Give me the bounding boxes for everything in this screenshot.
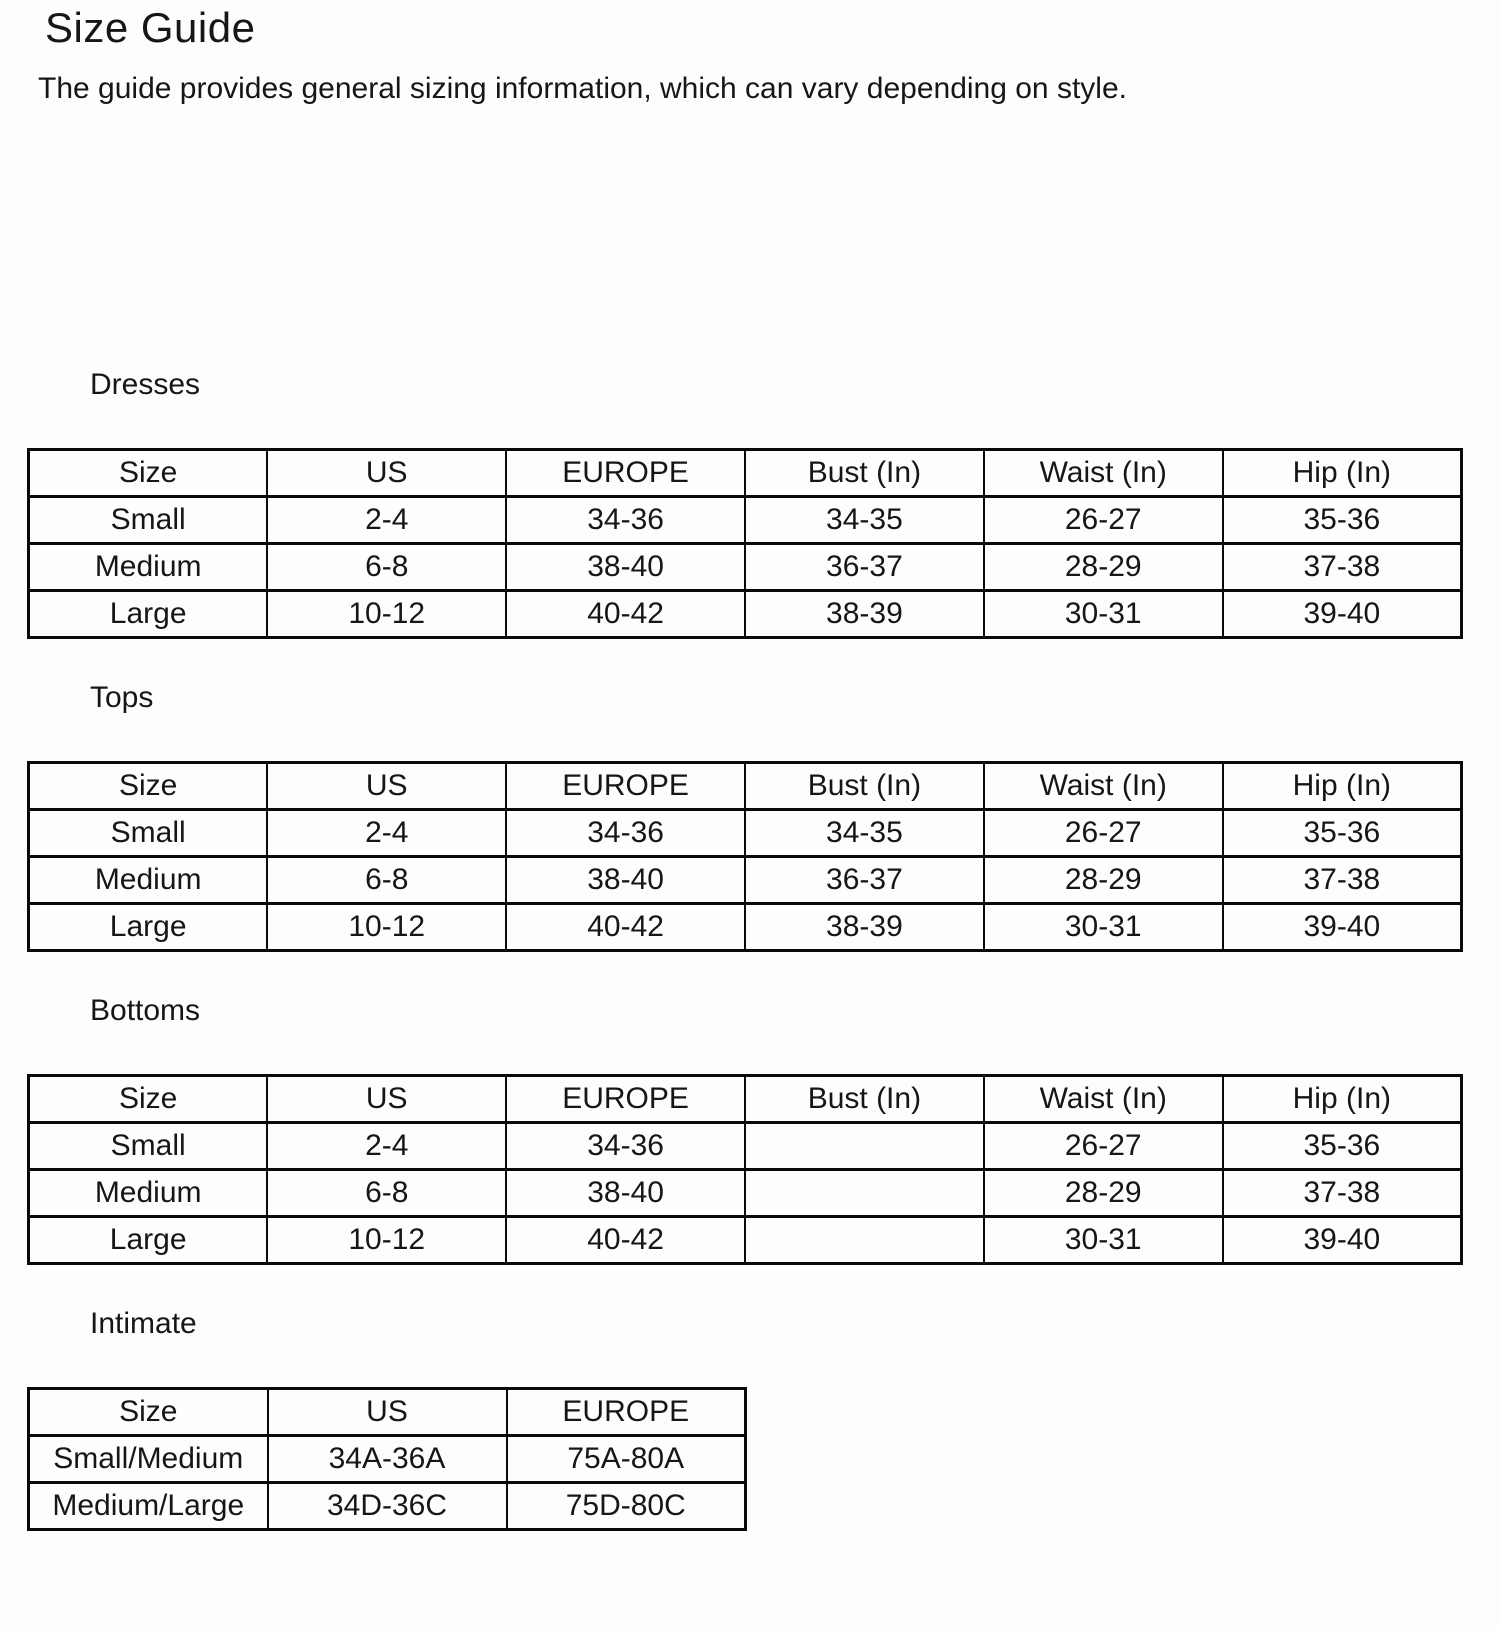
size-table <box>27 1387 747 1531</box>
table-cell: 40-42 <box>506 1217 745 1264</box>
table-cell: 38-39 <box>745 591 984 638</box>
table-cell: 34-36 <box>506 1123 745 1170</box>
header-row <box>29 1389 746 1436</box>
table-cell: 28-29 <box>984 1170 1223 1217</box>
table-cell: 30-31 <box>984 591 1223 638</box>
column-header: Bust (In) <box>745 450 984 497</box>
header-row <box>29 450 1462 497</box>
table-cell: 28-29 <box>984 857 1223 904</box>
table-cell: 35-36 <box>1223 810 1462 857</box>
table-cell: 36-37 <box>745 857 984 904</box>
column-header: Bust (In) <box>745 1076 984 1123</box>
column-header: Size <box>29 1076 268 1123</box>
table-cell: 26-27 <box>984 497 1223 544</box>
table-cell <box>745 1123 984 1170</box>
table-cell: 75A-80A <box>507 1436 746 1483</box>
section-label: Dresses <box>90 368 201 401</box>
table-cell: 2-4 <box>267 810 506 857</box>
table-cell: 10-12 <box>267 1217 506 1264</box>
column-header: EUROPE <box>507 1389 746 1436</box>
table-cell: 28-29 <box>984 544 1223 591</box>
table-cell: 38-40 <box>506 544 745 591</box>
table-cell: 39-40 <box>1223 591 1462 638</box>
section-label: Intimate <box>90 1307 197 1340</box>
table-cell: 10-12 <box>267 591 506 638</box>
table-cell: 2-4 <box>267 1123 506 1170</box>
table-cell: 6-8 <box>267 544 506 591</box>
page-subtitle: The guide provides general sizing information, which can vary depending on style. <box>38 72 1127 105</box>
column-header: US <box>267 1076 506 1123</box>
page-title: Size Guide <box>45 4 256 51</box>
table-cell: 38-40 <box>506 857 745 904</box>
table-cell <box>745 1217 984 1264</box>
table-cell: Small <box>29 1123 268 1170</box>
table-cell: 10-12 <box>267 904 506 951</box>
table-cell: Small <box>29 810 268 857</box>
table-cell: 34-35 <box>745 810 984 857</box>
size-section-dresses <box>0 370 1499 639</box>
table-cell: 36-37 <box>745 544 984 591</box>
column-header: Waist (In) <box>984 763 1223 810</box>
size-table <box>27 761 1463 952</box>
table-cell: 75D-80C <box>507 1483 746 1530</box>
table-cell: 34D-36C <box>268 1483 507 1530</box>
column-header: Bust (In) <box>745 763 984 810</box>
table-row <box>29 1483 746 1530</box>
table-cell: 34-36 <box>506 497 745 544</box>
header-row <box>29 1076 1462 1123</box>
size-guide-page <box>0 6 1499 1630</box>
column-header: Hip (In) <box>1223 763 1462 810</box>
table-cell: 37-38 <box>1223 544 1462 591</box>
table-cell: Medium <box>29 544 268 591</box>
column-header: Size <box>29 763 268 810</box>
table-cell: 6-8 <box>267 857 506 904</box>
table-cell: 2-4 <box>267 497 506 544</box>
table-cell: 34-35 <box>745 497 984 544</box>
table-cell: 26-27 <box>984 810 1223 857</box>
table-cell: 26-27 <box>984 1123 1223 1170</box>
table-row <box>29 810 1462 857</box>
table-cell: Medium <box>29 857 268 904</box>
table-cell: 34A-36A <box>268 1436 507 1483</box>
table-cell: 30-31 <box>984 1217 1223 1264</box>
table-row <box>29 904 1462 951</box>
table-cell: 34-36 <box>506 810 745 857</box>
table-cell: 40-42 <box>506 904 745 951</box>
table-cell: Large <box>29 591 268 638</box>
column-header: Waist (In) <box>984 450 1223 497</box>
table-cell: 35-36 <box>1223 497 1462 544</box>
column-header: EUROPE <box>506 450 745 497</box>
table-cell: Small/Medium <box>29 1436 268 1483</box>
table-cell: Large <box>29 1217 268 1264</box>
size-table <box>27 448 1463 639</box>
table-row <box>29 591 1462 638</box>
table-cell: 6-8 <box>267 1170 506 1217</box>
table-cell: 30-31 <box>984 904 1223 951</box>
table-cell: 38-39 <box>745 904 984 951</box>
column-header: Hip (In) <box>1223 1076 1462 1123</box>
table-cell: 37-38 <box>1223 857 1462 904</box>
table-cell: 38-40 <box>506 1170 745 1217</box>
table-cell: 39-40 <box>1223 1217 1462 1264</box>
table-row <box>29 1217 1462 1264</box>
table-row <box>29 497 1462 544</box>
table-cell: 40-42 <box>506 591 745 638</box>
column-header: US <box>267 763 506 810</box>
table-row <box>29 1436 746 1483</box>
column-header: Size <box>29 450 268 497</box>
header-row <box>29 763 1462 810</box>
table-cell: Medium <box>29 1170 268 1217</box>
section-label: Tops <box>90 681 154 714</box>
table-cell: Large <box>29 904 268 951</box>
column-header: EUROPE <box>506 1076 745 1123</box>
column-header: Hip (In) <box>1223 450 1462 497</box>
table-cell: Small <box>29 497 268 544</box>
size-section-tops <box>0 683 1499 952</box>
table-cell <box>745 1170 984 1217</box>
size-section-intimate <box>0 1309 1499 1531</box>
table-row <box>29 1170 1462 1217</box>
table-cell: 39-40 <box>1223 904 1462 951</box>
column-header: US <box>268 1389 507 1436</box>
table-cell: 35-36 <box>1223 1123 1462 1170</box>
column-header: EUROPE <box>506 763 745 810</box>
size-guide-sections <box>0 370 1499 1531</box>
column-header: US <box>267 450 506 497</box>
table-row <box>29 1123 1462 1170</box>
column-header: Waist (In) <box>984 1076 1223 1123</box>
size-section-bottoms <box>0 996 1499 1265</box>
section-label: Bottoms <box>90 994 201 1027</box>
table-cell: 37-38 <box>1223 1170 1462 1217</box>
column-header: Size <box>29 1389 268 1436</box>
size-table <box>27 1074 1463 1265</box>
table-cell: Medium/Large <box>29 1483 268 1530</box>
table-row <box>29 544 1462 591</box>
table-row <box>29 857 1462 904</box>
